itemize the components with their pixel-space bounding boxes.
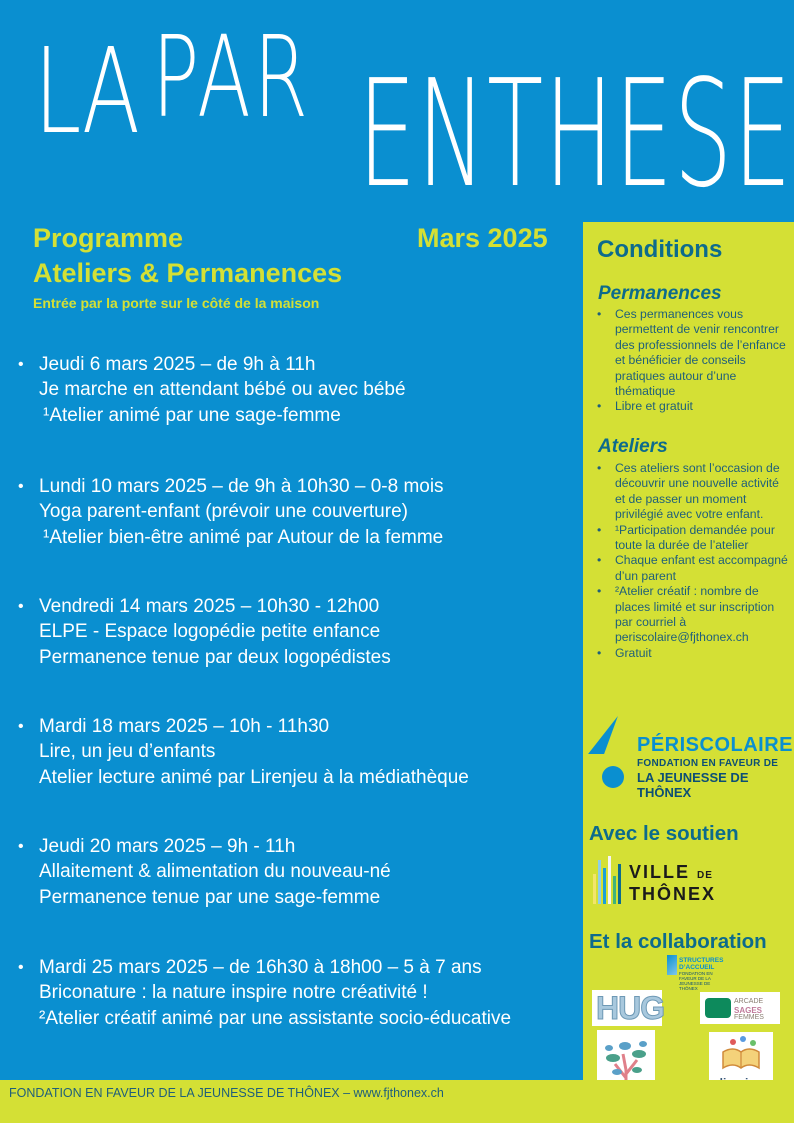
ville-line1: VILLE DE bbox=[629, 862, 713, 882]
list-item: • Libre et gratuit bbox=[597, 399, 693, 414]
list-item: • Ces ateliers sont l’occasion de découvrir une nouvelle activité et de passer un moment privilégié avec votre enfant. bbox=[597, 461, 780, 522]
title-part-la: LA bbox=[34, 22, 139, 160]
collaboration-title: Et la collaboration bbox=[589, 930, 767, 953]
arcade-sages-femmes-logo: ARCADE SAGES FEMMES bbox=[700, 992, 780, 1024]
list-item: • ²Atelier créatif : nombre de places limité et sur inscription par courriel à periscolaire@fjthonex.ch bbox=[597, 584, 775, 645]
program-subheading: Ateliers & Permanences bbox=[33, 258, 343, 288]
ville-thonex-logo bbox=[593, 856, 793, 906]
event-title: Lire, un jeu d’enfants bbox=[39, 741, 216, 762]
event-date: Mardi 18 mars 2025 – 10h - 11h30 bbox=[39, 716, 330, 737]
event-host: ¹Atelier bien-être animé par Autour de la femme bbox=[43, 527, 444, 548]
list-item: • Gratuit bbox=[597, 645, 652, 660]
bullet-icon: • bbox=[597, 307, 602, 321]
program-heading: Programme bbox=[33, 223, 184, 253]
bullet-icon: • bbox=[18, 959, 24, 976]
event-host: ¹Atelier animé par une sage-femme bbox=[43, 405, 341, 426]
support-title: Avec le soutien bbox=[589, 822, 739, 845]
list-item: • Ces permanences vous permettent de venir rencontrer des professionnels de l’enfance et bénéficier de conseils pratiques autour d’une thématique bbox=[597, 307, 786, 399]
structures-icon bbox=[667, 955, 677, 975]
event-date: Jeudi 20 mars 2025 – 9h - 11h bbox=[39, 836, 296, 857]
program-month: Mars 2025 bbox=[417, 223, 548, 253]
bullet-icon: • bbox=[597, 399, 602, 414]
bullet-icon: • bbox=[597, 461, 602, 475]
bullet-icon: • bbox=[18, 478, 24, 495]
event-date: Mardi 25 mars 2025 – de 16h30 à 18h00 – 5 à 7 ans bbox=[39, 957, 482, 978]
event-host: Atelier lecture animé par Lirenjeu à la médiathèque bbox=[39, 767, 469, 788]
bullet-icon: • bbox=[18, 718, 24, 735]
event-host: Permanence tenue par deux logopédistes bbox=[39, 647, 391, 668]
event-title: Yoga parent-enfant (prévoir une couverture) bbox=[39, 501, 408, 522]
periscolaire-line1: FONDATION EN FAVEUR DE bbox=[637, 758, 779, 769]
event-date: Lundi 10 mars 2025 – de 9h à 10h30 – 0-8 mois bbox=[39, 476, 444, 497]
ville-bars-icon bbox=[593, 856, 623, 906]
list-item: • Chaque enfant est accompagné d’un parent bbox=[597, 553, 788, 583]
structures-accueil-logo: STRUCTURES D’ACCUEIL FONDATION EN FAVEUR DE LA JEUNESSE DE THÔNEX bbox=[667, 955, 729, 977]
title-part-enthese: ENTHESE bbox=[358, 48, 793, 220]
bullet-icon: • bbox=[597, 584, 602, 599]
permanences-list bbox=[597, 307, 792, 415]
ateliers-title: Ateliers bbox=[598, 436, 668, 457]
ville-line2: THÔNEX bbox=[629, 884, 717, 904]
footer bbox=[0, 1080, 794, 1123]
bullet-icon: • bbox=[18, 838, 24, 855]
bullet-icon: • bbox=[597, 553, 602, 568]
periscolaire-logo bbox=[589, 714, 794, 800]
event-title: ELPE - Espace logopédie petite enfance bbox=[39, 621, 381, 642]
page-title bbox=[30, 8, 793, 220]
list-item: • ¹Participation demandée pour toute la durée de l’atelier bbox=[597, 522, 775, 553]
periscolaire-slash-icon bbox=[588, 716, 618, 754]
event-host: ²Atelier créatif animé par une assistante socio-éducative bbox=[39, 1008, 512, 1029]
entrance-note: Entrée par la porte sur le côté de la maison bbox=[33, 295, 320, 311]
periscolaire-dot-icon bbox=[602, 766, 624, 788]
event-title: Je marche en attendant bébé ou avec bébé bbox=[39, 379, 406, 400]
conditions-sidebar bbox=[583, 222, 794, 1080]
event-title: Allaitement & alimentation du nouveau-né bbox=[39, 861, 391, 882]
bullet-icon: • bbox=[597, 645, 602, 660]
bullet-icon: • bbox=[18, 356, 24, 373]
event-host: Permanence tenue par une sage-femme bbox=[39, 887, 381, 908]
event-date: Vendredi 14 mars 2025 – 10h30 - 12h00 bbox=[39, 596, 380, 617]
bullet-icon: • bbox=[18, 598, 24, 615]
footer-text: FONDATION EN FAVEUR DE LA JEUNESSE DE THÔNEX – www.fjthonex.ch bbox=[9, 1086, 444, 1100]
title-part-par: PAR bbox=[152, 13, 311, 143]
periscolaire-name: PÉRISCOLAIRE bbox=[637, 734, 794, 756]
event-title: Briconature : la nature inspire notre créativité ! bbox=[39, 982, 428, 1003]
event-date: Jeudi 6 mars 2025 – de 9h à 11h bbox=[39, 354, 316, 375]
periscolaire-line2: LA JEUNESSE DE THÔNEX bbox=[637, 770, 749, 800]
hug-logo: HUG bbox=[592, 990, 662, 1026]
conditions-title: Conditions bbox=[597, 236, 723, 263]
book-icon bbox=[709, 1032, 773, 1076]
arcade-mark-icon bbox=[705, 998, 731, 1018]
ateliers-list bbox=[597, 461, 792, 661]
bullet-icon: • bbox=[597, 522, 602, 537]
permanences-title: Permanences bbox=[598, 283, 722, 304]
